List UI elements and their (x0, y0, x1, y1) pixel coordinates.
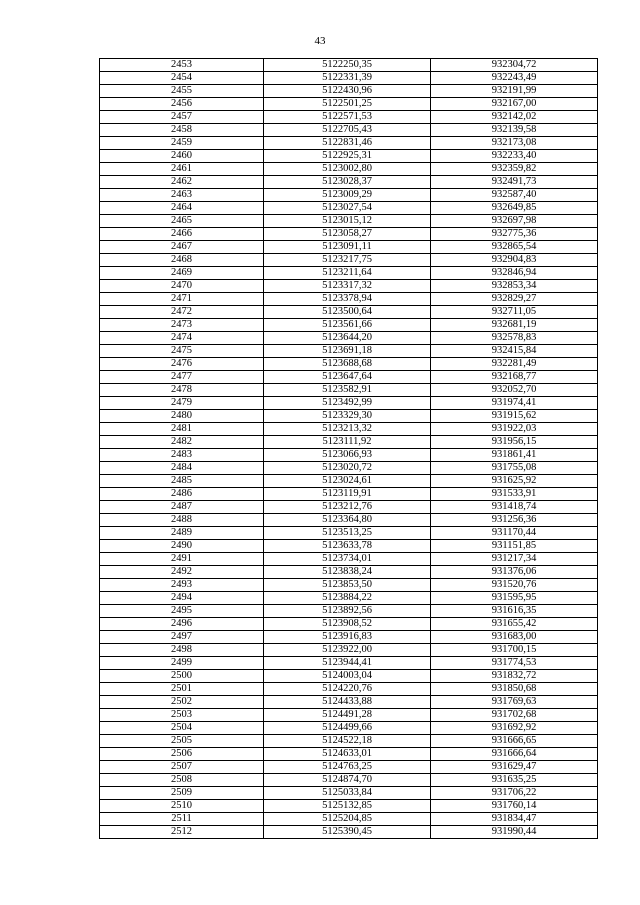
x-coordinate-cell: 5123734,01 (264, 553, 431, 566)
y-coordinate-cell: 932491,73 (431, 176, 598, 189)
point-number-cell: 2456 (100, 98, 264, 111)
point-number-cell: 2464 (100, 202, 264, 215)
point-number-cell: 2512 (100, 826, 264, 839)
y-coordinate-cell: 931151,85 (431, 540, 598, 553)
x-coordinate-cell: 5125132,85 (264, 800, 431, 813)
table-row (100, 683, 598, 696)
table-row (100, 267, 598, 280)
y-coordinate-cell: 932587,40 (431, 189, 598, 202)
table-row (100, 176, 598, 189)
table-row (100, 215, 598, 228)
point-number-cell: 2486 (100, 488, 264, 501)
y-coordinate-cell: 932829,27 (431, 293, 598, 306)
table-row (100, 371, 598, 384)
y-coordinate-cell: 932173,08 (431, 137, 598, 150)
y-coordinate-cell: 931256,36 (431, 514, 598, 527)
y-coordinate-cell: 932304,72 (431, 59, 598, 72)
table-row (100, 423, 598, 436)
table-row (100, 631, 598, 644)
point-number-cell: 2454 (100, 72, 264, 85)
point-number-cell: 2480 (100, 410, 264, 423)
x-coordinate-cell: 5123500,64 (264, 306, 431, 319)
y-coordinate-cell: 931956,15 (431, 436, 598, 449)
y-coordinate-cell: 932243,49 (431, 72, 598, 85)
x-coordinate-cell: 5123884,22 (264, 592, 431, 605)
x-coordinate-cell: 5122925,31 (264, 150, 431, 163)
point-number-cell: 2488 (100, 514, 264, 527)
point-number-cell: 2492 (100, 566, 264, 579)
table-row (100, 332, 598, 345)
y-coordinate-cell: 931850,68 (431, 683, 598, 696)
coordinates-table-body (100, 59, 598, 839)
x-coordinate-cell: 5123633,78 (264, 540, 431, 553)
table-row (100, 540, 598, 553)
point-number-cell: 2491 (100, 553, 264, 566)
table-row (100, 241, 598, 254)
table-row (100, 124, 598, 137)
table-row (100, 475, 598, 488)
y-coordinate-cell: 932649,85 (431, 202, 598, 215)
point-number-cell: 2459 (100, 137, 264, 150)
table-row (100, 72, 598, 85)
y-coordinate-cell: 931666,65 (431, 735, 598, 748)
point-number-cell: 2467 (100, 241, 264, 254)
point-number-cell: 2455 (100, 85, 264, 98)
x-coordinate-cell: 5124633,01 (264, 748, 431, 761)
y-coordinate-cell: 932139,58 (431, 124, 598, 137)
x-coordinate-cell: 5124003,04 (264, 670, 431, 683)
coordinates-table (99, 58, 598, 839)
y-coordinate-cell: 931832,72 (431, 670, 598, 683)
table-row (100, 644, 598, 657)
x-coordinate-cell: 5123212,76 (264, 501, 431, 514)
table-row (100, 735, 598, 748)
table-row (100, 319, 598, 332)
x-coordinate-cell: 5122331,39 (264, 72, 431, 85)
point-number-cell: 2468 (100, 254, 264, 267)
x-coordinate-cell: 5123020,72 (264, 462, 431, 475)
table-row (100, 501, 598, 514)
x-coordinate-cell: 5124491,28 (264, 709, 431, 722)
x-coordinate-cell: 5123944,41 (264, 657, 431, 670)
table-row (100, 384, 598, 397)
point-number-cell: 2504 (100, 722, 264, 735)
table-row (100, 189, 598, 202)
x-coordinate-cell: 5123838,24 (264, 566, 431, 579)
point-number-cell: 2511 (100, 813, 264, 826)
y-coordinate-cell: 931861,41 (431, 449, 598, 462)
y-coordinate-cell: 932142,02 (431, 111, 598, 124)
table-row (100, 410, 598, 423)
x-coordinate-cell: 5123908,52 (264, 618, 431, 631)
x-coordinate-cell: 5123027,54 (264, 202, 431, 215)
x-coordinate-cell: 5125204,85 (264, 813, 431, 826)
y-coordinate-cell: 931922,03 (431, 423, 598, 436)
table-row (100, 150, 598, 163)
point-number-cell: 2510 (100, 800, 264, 813)
x-coordinate-cell: 5124763,25 (264, 761, 431, 774)
x-coordinate-cell: 5123091,11 (264, 241, 431, 254)
x-coordinate-cell: 5123024,61 (264, 475, 431, 488)
point-number-cell: 2472 (100, 306, 264, 319)
x-coordinate-cell: 5123217,75 (264, 254, 431, 267)
x-coordinate-cell: 5122831,46 (264, 137, 431, 150)
point-number-cell: 2470 (100, 280, 264, 293)
point-number-cell: 2481 (100, 423, 264, 436)
point-number-cell: 2484 (100, 462, 264, 475)
table-row (100, 85, 598, 98)
y-coordinate-cell: 932191,99 (431, 85, 598, 98)
table-row (100, 553, 598, 566)
y-coordinate-cell: 932281,49 (431, 358, 598, 371)
x-coordinate-cell: 5123211,64 (264, 267, 431, 280)
x-coordinate-cell: 5123647,64 (264, 371, 431, 384)
table-row (100, 462, 598, 475)
x-coordinate-cell: 5123364,80 (264, 514, 431, 527)
y-coordinate-cell: 931595,95 (431, 592, 598, 605)
table-row (100, 163, 598, 176)
point-number-cell: 2485 (100, 475, 264, 488)
y-coordinate-cell: 931974,41 (431, 397, 598, 410)
table-row (100, 579, 598, 592)
point-number-cell: 2503 (100, 709, 264, 722)
x-coordinate-cell: 5123644,20 (264, 332, 431, 345)
y-coordinate-cell: 931655,42 (431, 618, 598, 631)
table-row (100, 449, 598, 462)
y-coordinate-cell: 932233,40 (431, 150, 598, 163)
point-number-cell: 2496 (100, 618, 264, 631)
y-coordinate-cell: 932853,34 (431, 280, 598, 293)
y-coordinate-cell: 931666,64 (431, 748, 598, 761)
table-row (100, 761, 598, 774)
x-coordinate-cell: 5122430,96 (264, 85, 431, 98)
point-number-cell: 2453 (100, 59, 264, 72)
x-coordinate-cell: 5124499,66 (264, 722, 431, 735)
page-number: 43 (314, 35, 326, 47)
y-coordinate-cell: 932681,19 (431, 319, 598, 332)
table-row (100, 111, 598, 124)
y-coordinate-cell: 931629,47 (431, 761, 598, 774)
point-number-cell: 2465 (100, 215, 264, 228)
y-coordinate-cell: 931834,47 (431, 813, 598, 826)
y-coordinate-cell: 931683,00 (431, 631, 598, 644)
x-coordinate-cell: 5123378,94 (264, 293, 431, 306)
point-number-cell: 2506 (100, 748, 264, 761)
y-coordinate-cell: 931915,62 (431, 410, 598, 423)
x-coordinate-cell: 5123561,66 (264, 319, 431, 332)
y-coordinate-cell: 931635,25 (431, 774, 598, 787)
y-coordinate-cell: 932052,70 (431, 384, 598, 397)
table-row (100, 397, 598, 410)
point-number-cell: 2457 (100, 111, 264, 124)
table-row (100, 800, 598, 813)
y-coordinate-cell: 931760,14 (431, 800, 598, 813)
point-number-cell: 2497 (100, 631, 264, 644)
x-coordinate-cell: 5123329,30 (264, 410, 431, 423)
y-coordinate-cell: 931769,63 (431, 696, 598, 709)
point-number-cell: 2462 (100, 176, 264, 189)
table-row (100, 774, 598, 787)
table-row (100, 280, 598, 293)
x-coordinate-cell: 5124220,76 (264, 683, 431, 696)
y-coordinate-cell: 932359,82 (431, 163, 598, 176)
x-coordinate-cell: 5122571,53 (264, 111, 431, 124)
table-row (100, 826, 598, 839)
point-number-cell: 2474 (100, 332, 264, 345)
point-number-cell: 2505 (100, 735, 264, 748)
x-coordinate-cell: 5123028,37 (264, 176, 431, 189)
point-number-cell: 2489 (100, 527, 264, 540)
y-coordinate-cell: 931755,08 (431, 462, 598, 475)
point-number-cell: 2498 (100, 644, 264, 657)
table-row (100, 696, 598, 709)
x-coordinate-cell: 5125033,84 (264, 787, 431, 800)
table-row (100, 59, 598, 72)
point-number-cell: 2499 (100, 657, 264, 670)
point-number-cell: 2461 (100, 163, 264, 176)
table-row (100, 566, 598, 579)
table-row (100, 514, 598, 527)
table-row (100, 670, 598, 683)
point-number-cell: 2502 (100, 696, 264, 709)
point-number-cell: 2469 (100, 267, 264, 280)
table-row (100, 358, 598, 371)
x-coordinate-cell: 5123015,12 (264, 215, 431, 228)
y-coordinate-cell: 931170,44 (431, 527, 598, 540)
y-coordinate-cell: 931616,35 (431, 605, 598, 618)
table-row (100, 787, 598, 800)
x-coordinate-cell: 5124433,88 (264, 696, 431, 709)
x-coordinate-cell: 5122501,25 (264, 98, 431, 111)
point-number-cell: 2495 (100, 605, 264, 618)
table-row (100, 709, 598, 722)
point-number-cell: 2493 (100, 579, 264, 592)
x-coordinate-cell: 5123111,92 (264, 436, 431, 449)
table-row (100, 254, 598, 267)
y-coordinate-cell: 932846,94 (431, 267, 598, 280)
point-number-cell: 2463 (100, 189, 264, 202)
point-number-cell: 2478 (100, 384, 264, 397)
x-coordinate-cell: 5123317,32 (264, 280, 431, 293)
x-coordinate-cell: 5123691,18 (264, 345, 431, 358)
y-coordinate-cell: 931217,34 (431, 553, 598, 566)
point-number-cell: 2494 (100, 592, 264, 605)
y-coordinate-cell: 932168,77 (431, 371, 598, 384)
y-coordinate-cell: 931706,22 (431, 787, 598, 800)
table-row (100, 592, 598, 605)
x-coordinate-cell: 5123892,56 (264, 605, 431, 618)
y-coordinate-cell: 931376,06 (431, 566, 598, 579)
point-number-cell: 2460 (100, 150, 264, 163)
point-number-cell: 2466 (100, 228, 264, 241)
point-number-cell: 2483 (100, 449, 264, 462)
x-coordinate-cell: 5123688,68 (264, 358, 431, 371)
x-coordinate-cell: 5123058,27 (264, 228, 431, 241)
point-number-cell: 2507 (100, 761, 264, 774)
table-row (100, 293, 598, 306)
table-row (100, 748, 598, 761)
x-coordinate-cell: 5122705,43 (264, 124, 431, 137)
x-coordinate-cell: 5122250,35 (264, 59, 431, 72)
x-coordinate-cell: 5123213,32 (264, 423, 431, 436)
y-coordinate-cell: 931692,92 (431, 722, 598, 735)
table-row (100, 98, 598, 111)
point-number-cell: 2500 (100, 670, 264, 683)
x-coordinate-cell: 5123916,83 (264, 631, 431, 644)
point-number-cell: 2473 (100, 319, 264, 332)
y-coordinate-cell: 932578,83 (431, 332, 598, 345)
y-coordinate-cell: 931418,74 (431, 501, 598, 514)
y-coordinate-cell: 931774,53 (431, 657, 598, 670)
y-coordinate-cell: 932865,54 (431, 241, 598, 254)
point-number-cell: 2490 (100, 540, 264, 553)
y-coordinate-cell: 931533,91 (431, 488, 598, 501)
table-row (100, 306, 598, 319)
y-coordinate-cell: 931990,44 (431, 826, 598, 839)
x-coordinate-cell: 5123492,99 (264, 397, 431, 410)
point-number-cell: 2476 (100, 358, 264, 371)
x-coordinate-cell: 5124874,70 (264, 774, 431, 787)
x-coordinate-cell: 5123853,50 (264, 579, 431, 592)
x-coordinate-cell: 5124522,18 (264, 735, 431, 748)
table-row (100, 527, 598, 540)
y-coordinate-cell: 932711,05 (431, 306, 598, 319)
x-coordinate-cell: 5123119,91 (264, 488, 431, 501)
point-number-cell: 2475 (100, 345, 264, 358)
table-row (100, 345, 598, 358)
table-row (100, 618, 598, 631)
y-coordinate-cell: 931625,92 (431, 475, 598, 488)
table-row (100, 605, 598, 618)
x-coordinate-cell: 5123066,93 (264, 449, 431, 462)
x-coordinate-cell: 5123002,80 (264, 163, 431, 176)
table-row (100, 202, 598, 215)
point-number-cell: 2479 (100, 397, 264, 410)
x-coordinate-cell: 5125390,45 (264, 826, 431, 839)
point-number-cell: 2458 (100, 124, 264, 137)
table-row (100, 813, 598, 826)
table-row (100, 722, 598, 735)
table-row (100, 228, 598, 241)
table-row (100, 436, 598, 449)
point-number-cell: 2482 (100, 436, 264, 449)
point-number-cell: 2509 (100, 787, 264, 800)
point-number-cell: 2477 (100, 371, 264, 384)
y-coordinate-cell: 931702,68 (431, 709, 598, 722)
x-coordinate-cell: 5123009,29 (264, 189, 431, 202)
x-coordinate-cell: 5123922,00 (264, 644, 431, 657)
point-number-cell: 2508 (100, 774, 264, 787)
y-coordinate-cell: 932904,83 (431, 254, 598, 267)
x-coordinate-cell: 5123513,25 (264, 527, 431, 540)
y-coordinate-cell: 931700,15 (431, 644, 598, 657)
y-coordinate-cell: 931520,76 (431, 579, 598, 592)
point-number-cell: 2501 (100, 683, 264, 696)
y-coordinate-cell: 932415,84 (431, 345, 598, 358)
point-number-cell: 2471 (100, 293, 264, 306)
table-row (100, 657, 598, 670)
table-row (100, 137, 598, 150)
y-coordinate-cell: 932167,00 (431, 98, 598, 111)
point-number-cell: 2487 (100, 501, 264, 514)
x-coordinate-cell: 5123582,91 (264, 384, 431, 397)
y-coordinate-cell: 932697,98 (431, 215, 598, 228)
y-coordinate-cell: 932775,36 (431, 228, 598, 241)
table-row (100, 488, 598, 501)
